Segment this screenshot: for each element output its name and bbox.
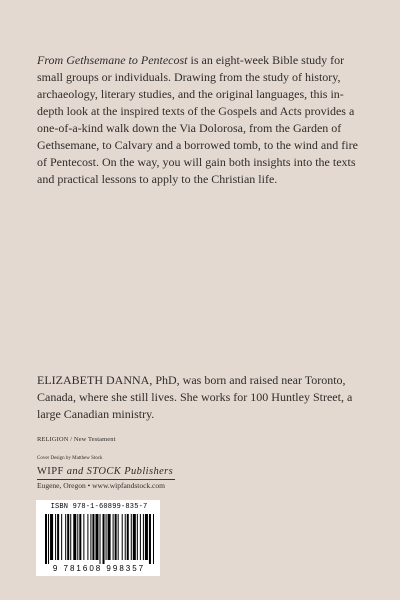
barcode-bar bbox=[100, 514, 101, 564]
cover-design-credit: Cover Design by Matthew Stock bbox=[37, 456, 103, 461]
barcode-bar bbox=[77, 514, 78, 560]
barcode-bar bbox=[61, 514, 62, 560]
publisher-divider bbox=[37, 479, 175, 480]
barcode-bar bbox=[143, 514, 144, 560]
barcode-bar bbox=[149, 514, 151, 564]
book-description bbox=[37, 52, 367, 188]
publisher-name-publishers: Publishers bbox=[124, 466, 174, 477]
publisher-name-wipf: WIPF bbox=[37, 466, 64, 477]
barcode-bar bbox=[115, 514, 117, 560]
barcode-bar bbox=[106, 514, 107, 560]
barcode-bar bbox=[83, 514, 84, 560]
barcode-bar bbox=[67, 514, 69, 560]
isbn-barcode bbox=[36, 500, 160, 576]
author-bio: ELIZABETH DANNA, PhD, was born and raised near Toronto, Canada, where she still lives. She works for 100 Huntley Street, a large Canadian ministry. bbox=[37, 373, 353, 421]
barcode-bar bbox=[137, 514, 138, 560]
barcode-bar bbox=[133, 514, 136, 560]
barcode-bar bbox=[125, 514, 126, 560]
barcode-bar bbox=[65, 514, 66, 560]
barcode-bar bbox=[113, 514, 114, 560]
barcode-bar bbox=[45, 514, 47, 564]
barcode-bar bbox=[48, 514, 49, 564]
barcode-bar bbox=[127, 514, 129, 560]
category-label: RELIGION / New Testament bbox=[37, 436, 116, 443]
barcode-bar bbox=[70, 514, 71, 560]
barcode-bar bbox=[118, 514, 119, 560]
barcode-bar bbox=[131, 514, 132, 560]
barcode-bar bbox=[50, 514, 53, 560]
barcode-bar bbox=[57, 514, 59, 560]
barcode-bar bbox=[73, 514, 76, 560]
publisher-name-and-stock: and STOCK bbox=[63, 466, 125, 477]
barcode-digits: 9 781608 998357 bbox=[52, 564, 146, 573]
barcode-bar bbox=[153, 514, 154, 564]
book-description-body: is an eight-week Bible study for small groups or individuals. Drawing from the study of history, archaeology, literary studies, and the original languages, this in-depth look at the inspired texts of the Gospels and Acts provides a one-of-a-kind walk down the Via Dolorosa, from the Garden of Gethsemane, to Calvary and a borrowed tomb, to the wind and fire of Pentecost. On the way, you will gain both insights into the texts and practical lessons to apply to the Christian life. bbox=[37, 53, 358, 186]
barcode-bar bbox=[95, 514, 98, 560]
barcode-bar bbox=[140, 514, 141, 560]
barcode-bar bbox=[92, 514, 94, 560]
barcode-bar bbox=[103, 514, 105, 564]
barcode-bar bbox=[55, 514, 56, 560]
isbn-number: ISBN 978-1-60899-835-7 bbox=[50, 503, 148, 511]
publisher-address: Eugene, Oregon • www.wipfandstock.com bbox=[37, 481, 165, 490]
barcode-bar bbox=[90, 514, 91, 560]
publisher-name bbox=[37, 466, 173, 477]
barcode-bar bbox=[145, 514, 148, 560]
barcode-bar bbox=[122, 514, 123, 560]
barcode-bars bbox=[45, 514, 155, 564]
barcode-bar bbox=[108, 514, 111, 560]
barcode-bar bbox=[79, 514, 81, 560]
barcode-bar bbox=[87, 514, 88, 560]
book-title: From Gethsemane to Pentecost bbox=[37, 53, 188, 67]
